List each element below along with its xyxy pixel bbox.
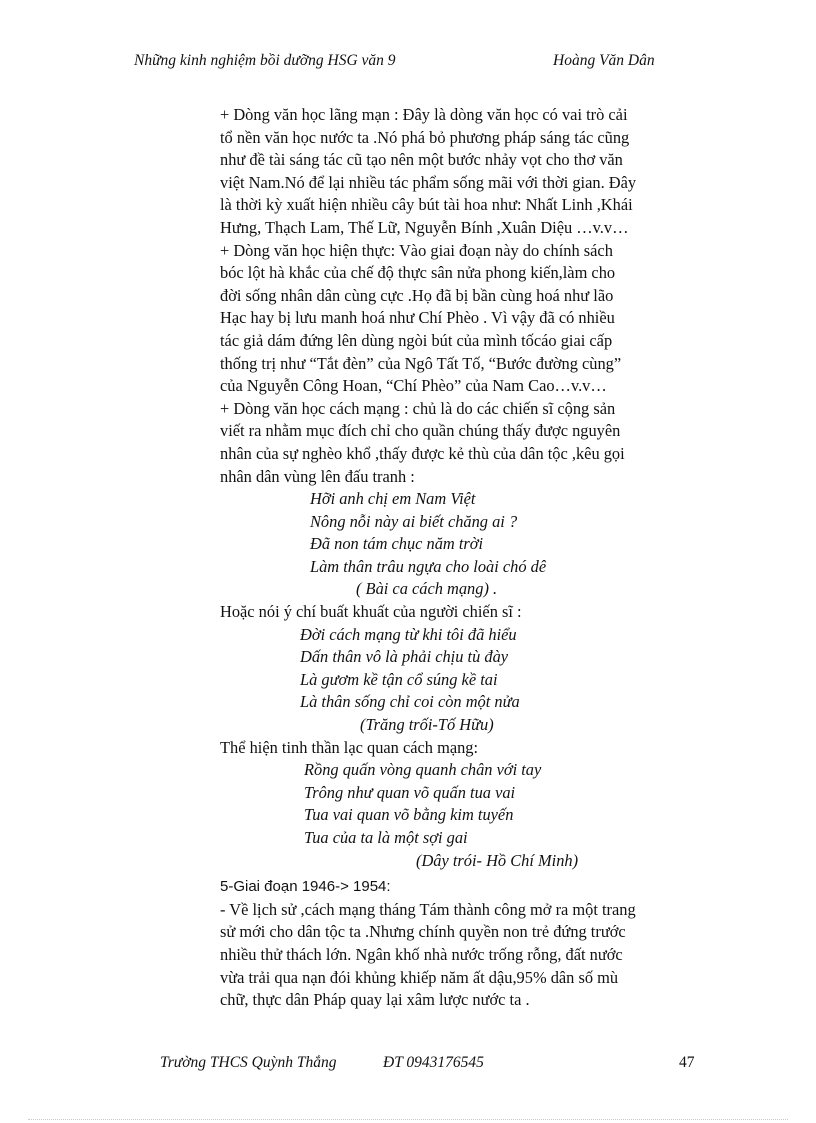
text-line: tác giả dám đứng lên dùng ngòi bút của mình tốcáo giai cấp (220, 330, 613, 350)
poem-line: Đã non tám chục năm trời (310, 534, 484, 554)
poem-line: Dấn thân vô là phải chịu tù đày (300, 647, 509, 667)
text-line: việt Nam.Nó để lại nhiều tác phẩm sống mãi với thời gian. Đây (220, 172, 637, 192)
text-line: Hưng, Thạch Lam, Thế Lữ, Nguyễn Bính ,Xuân Diệu …v.v… (220, 217, 629, 237)
section-title: 5-Giai đoạn 1946-> 1954: (220, 878, 391, 896)
text-line: + Dòng văn học hiện thực: Vào giai đoạn này do chính sách (220, 240, 613, 260)
page-body (220, 104, 710, 1012)
text-line: nhiều thử thách lớn. Ngân khố nhà nước trống rỗng, đất nước (220, 944, 623, 964)
footer-school: Trường THCS Quỳnh Thắng (160, 1054, 337, 1071)
poem-line: Nông nỗi này ai biết chăng ai ? (310, 511, 518, 531)
paragraph-romantic (220, 104, 710, 240)
text-line: của Nguyễn Công Hoan, “Chí Phèo” của Nam Cao…v.v… (220, 376, 607, 396)
poem-line: Đời cách mạng từ khi tôi đã hiểu (300, 624, 517, 644)
text-line: nhân dân vùng lên đấu tranh : (220, 466, 415, 486)
page-edge-divider (28, 1119, 788, 1120)
text-line: Hạc hay bị lưu manh hoá như Chí Phèo . Vì vậy đã có nhiều (220, 308, 615, 328)
text-line: Thể hiện tinh thần lạc quan cách mạng: (220, 737, 479, 757)
text-line: sử mới cho dân tộc ta .Nhưng chính quyền non trẻ đứng trước (220, 922, 626, 942)
text-line: + Dòng văn học cách mạng : chủ là do các chiến sĩ cộng sản (220, 398, 616, 418)
poem-source: ( Bài ca cách mạng) . (356, 579, 498, 599)
poem-line: Tua của ta là một sợi gai (304, 828, 468, 847)
poem-day-troi (220, 759, 710, 872)
text-line: viết ra nhằm mục đích chỉ cho quần chúng thấy được nguyên (220, 421, 621, 441)
poem-line: Trông như quan võ quấn tua vai (304, 782, 516, 802)
poem-line: Rồng quấn vòng quanh chân với tay (304, 760, 542, 780)
text-line: là thời kỳ xuất hiện nhiều cây bút tài hoa như: Nhất Linh ,Khái (220, 195, 633, 215)
text-line: thống trị như “Tắt đèn” của Ngô Tất Tố, “Bước đường cùng” (220, 353, 622, 373)
poem-line: Làm thân trâu ngựa cho loài chó dê (310, 556, 547, 576)
footer-phone: ĐT 0943176545 (383, 1054, 484, 1071)
paragraph-history (220, 899, 710, 1012)
text-line: như đề tài sáng tác cũ tạo nên một bước nhảy vọt cho thơ văn (220, 150, 623, 170)
poem-trang-troi (220, 624, 710, 737)
poem-line: Tua vai quan võ bằng kim tuyến (304, 805, 514, 825)
text-line: nhân của sự nghèo khổ ,thấy được kẻ thù của dân tộc ,kêu gọi (220, 443, 625, 463)
text-line: tổ nền văn học nước ta .Nó phá bỏ phương pháp sáng tác cũng (220, 127, 630, 147)
poem-line: Hỡi anh chị em Nam Việt (310, 489, 476, 509)
poem-source: (Dây trói- Hồ Chí Minh) (416, 850, 579, 870)
text-line: chữ, thực dân Pháp quay lại xâm lược nước ta . (220, 990, 530, 1010)
text-line: Hoặc nói ý chí buất khuất của người chiến sĩ : (220, 602, 522, 622)
page-number: 47 (679, 1054, 695, 1071)
paragraph-realism (220, 240, 710, 398)
text-line: + Dòng văn học lãng mạn : Đây là dòng văn học có vai trò cải (220, 105, 628, 124)
text-line: - Về lịch sử ,cách mạng tháng Tám thành công mở ra một trang (220, 899, 636, 919)
text-line: vừa trải qua nạn đói khủng khiếp năm ất dậu,95% dân số mù (220, 967, 619, 987)
text-line: bóc lột hà khắc của chế độ thực sân nửa phong kiến,làm cho (220, 263, 616, 283)
header-title: Những kinh nghiệm bồi dưỡng HSG văn 9 (134, 52, 396, 69)
header-author: Hoàng Văn Dân (553, 52, 655, 69)
poem-bai-ca-cach-mang (220, 488, 710, 601)
paragraph-revolutionary (220, 398, 710, 488)
text-line: đời sống nhân dân cùng cực .Họ đã bị bần cùng hoá như lão (220, 285, 614, 305)
poem-line: Là thân sống chỉ coi còn một nửa (300, 692, 520, 712)
poem-source: (Trăng trối-Tố Hữu) (360, 715, 494, 735)
poem-line: Là gươm kề tận cổ súng kề tai (300, 669, 498, 689)
